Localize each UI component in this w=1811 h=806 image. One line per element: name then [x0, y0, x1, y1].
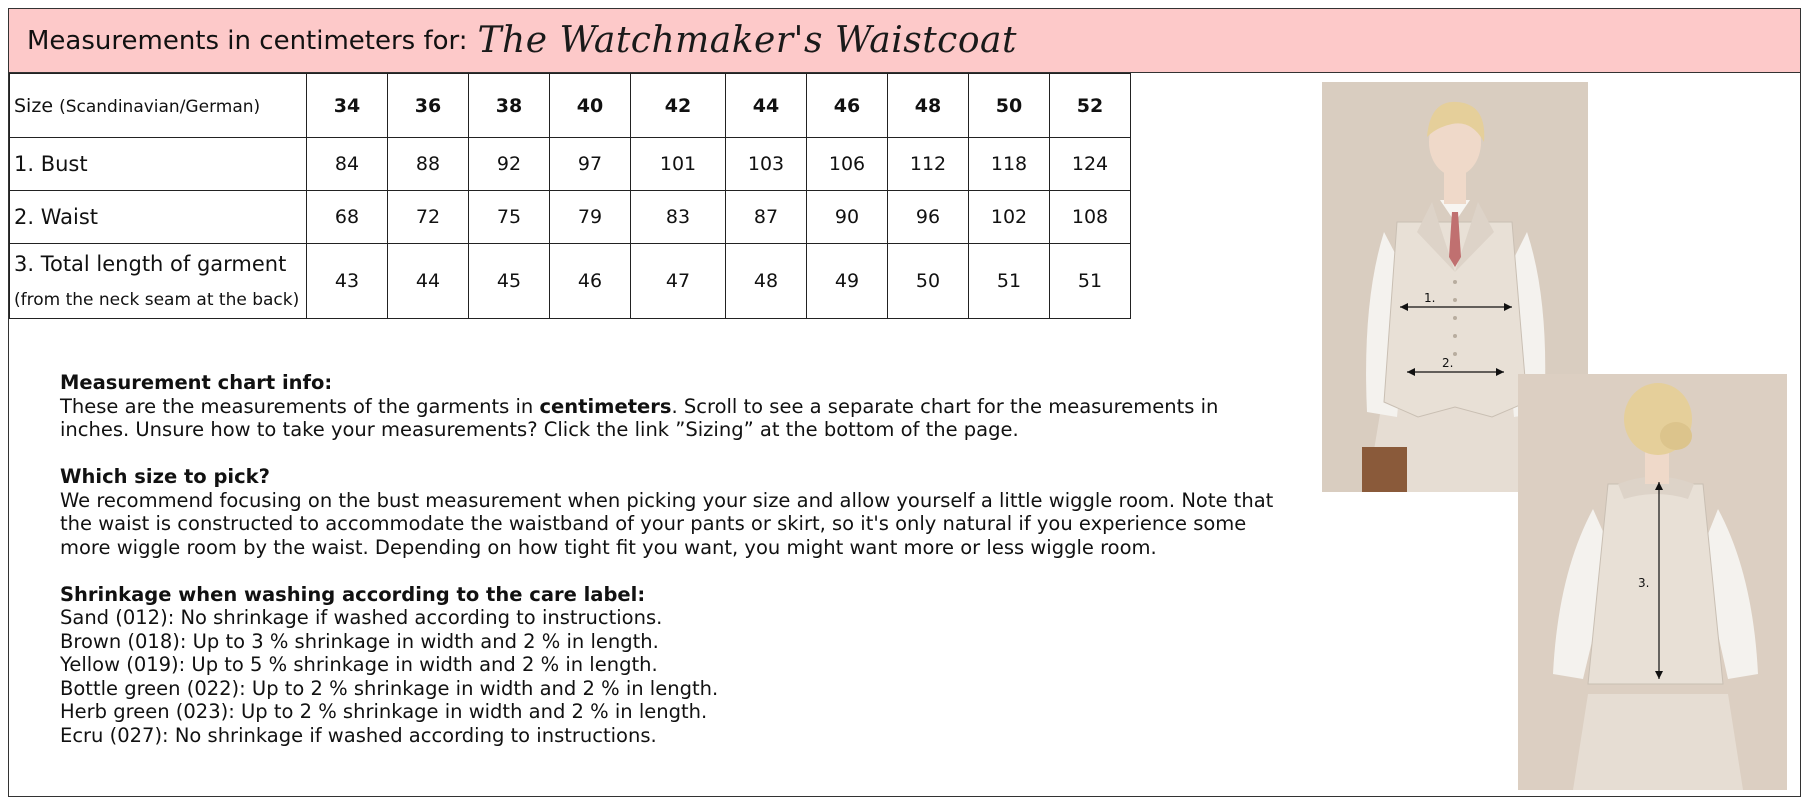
size-header-cell: 40 — [550, 74, 631, 138]
table-cell: 83 — [631, 191, 726, 244]
table-cell: 118 — [969, 138, 1050, 191]
table-cell: 68 — [307, 191, 388, 244]
table-cell: 112 — [888, 138, 969, 191]
table-cell: 102 — [969, 191, 1050, 244]
table-cell: 101 — [631, 138, 726, 191]
measurement-sheet — [8, 8, 1801, 797]
table-cell: 87 — [726, 191, 807, 244]
product-title: The Watchmaker's Waistcoat — [477, 20, 1017, 61]
length-marker: 3. — [1638, 576, 1650, 590]
size-header-cell: 34 — [307, 74, 388, 138]
table-cell: 51 — [1050, 244, 1131, 319]
bust-marker: 1. — [1424, 291, 1436, 305]
info-section — [60, 371, 1290, 747]
table-cell: 108 — [1050, 191, 1131, 244]
table-cell: 96 — [888, 191, 969, 244]
table-cell: 90 — [807, 191, 888, 244]
table-cell: 44 — [388, 244, 469, 319]
table-cell: 103 — [726, 138, 807, 191]
shrinkage-line: Ecru (027): No shrinkage if washed according to instructions. — [60, 723, 657, 747]
table-cell: 48 — [726, 244, 807, 319]
table-cell: 49 — [807, 244, 888, 319]
size-header-cell: 48 — [888, 74, 969, 138]
back-view-photo — [1518, 374, 1787, 790]
shrinkage-line: Brown (018): Up to 3 % shrinkage in width and 2 % in length. — [60, 629, 659, 653]
shrinkage-heading: Shrinkage when washing according to the care label: — [60, 582, 646, 606]
size-header-cell: 44 — [726, 74, 807, 138]
table-cell: 124 — [1050, 138, 1131, 191]
measurement-table — [9, 73, 1131, 319]
table-cell: 106 — [807, 138, 888, 191]
size-label: Size — [14, 94, 54, 117]
table-cell: 84 — [307, 138, 388, 191]
table-cell: 97 — [550, 138, 631, 191]
table-cell: 46 — [550, 244, 631, 319]
header-prefix: Measurements in centimeters for: — [27, 25, 468, 56]
size-header-cell: 38 — [469, 74, 550, 138]
bust-row — [10, 138, 1131, 191]
table-cell: 51 — [969, 244, 1050, 319]
shrinkage-line: Herb green (023): Up to 2 % shrinkage in width and 2 % in length. — [60, 700, 708, 723]
length-row — [10, 244, 1131, 319]
table-cell: 79 — [550, 191, 631, 244]
row-label-cell — [10, 244, 307, 319]
row-label: 1. Bust — [10, 138, 307, 191]
row-label: 2. Waist — [10, 191, 307, 244]
table-cell: 75 — [469, 191, 550, 244]
chart-info-text-part: These are the measurements of the garments in — [60, 394, 540, 418]
size-system-note: (Scandinavian/German) — [59, 96, 261, 117]
size-header-cell: 36 — [388, 74, 469, 138]
table-cell: 92 — [469, 138, 550, 191]
table-cell: 88 — [388, 138, 469, 191]
shrinkage-line: Sand (012): No shrinkage if washed according to instructions. — [60, 606, 663, 629]
waist-row — [10, 191, 1131, 244]
size-label-cell — [10, 74, 307, 138]
shrinkage-line: Yellow (019): Up to 5 % shrinkage in width and 2 % in length. — [60, 653, 658, 676]
size-row — [10, 74, 1131, 138]
size-header-cell: 46 — [807, 74, 888, 138]
size-header-cell: 50 — [969, 74, 1050, 138]
waist-marker: 2. — [1442, 356, 1454, 370]
table-cell: 47 — [631, 244, 726, 319]
table-cell: 50 — [888, 244, 969, 319]
row-label: 3. Total length of garment — [14, 252, 287, 276]
chart-info-heading: Measurement chart info: — [60, 371, 333, 394]
chart-info-text-part: . Scroll to see a separate chart for the measurements in inches. Unsure how to take your measurements? Click the link ”Sizing” at the bottom of the page. — [60, 394, 1219, 441]
size-pick-text: We recommend focusing on the bust measurement when picking your size and allow yourself a little wiggle room. Note that the waist is constructed to accommodate the waistband of your pants or skirt, so it's only natural if you experience some more wiggle room by the waist. Depending on how tight fit you want, you might want more or less wiggle room. — [60, 488, 1274, 559]
size-header-cell: 42 — [631, 74, 726, 138]
shrinkage-line: Bottle green (022): Up to 2 % shrinkage in width and 2 % in length. — [60, 676, 719, 700]
table-cell: 72 — [388, 191, 469, 244]
centimeters-emphasis: centimeters — [539, 394, 672, 418]
chart-info-text — [60, 395, 1290, 442]
size-header-cell: 52 — [1050, 74, 1131, 138]
size-pick-heading: Which size to pick? — [60, 465, 270, 488]
header-bar — [9, 9, 1800, 73]
table-cell: 43 — [307, 244, 388, 319]
table-cell: 45 — [469, 244, 550, 319]
row-sublabel: (from the neck seam at the back) — [14, 290, 300, 310]
